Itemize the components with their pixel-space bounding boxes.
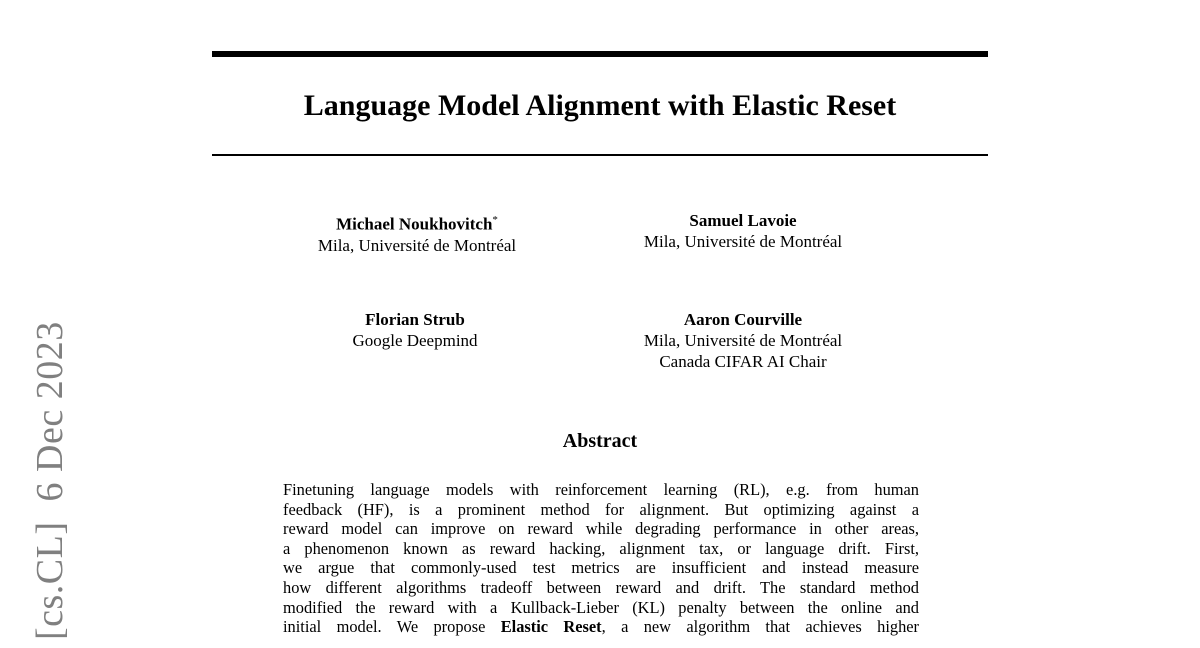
abstract-line: how different algorithms tradeoff between reward and drift. The standard method [283, 577, 919, 597]
author-affiliation: Google Deepmind [352, 331, 478, 350]
author-affiliation: Mila, Université de Montréal [643, 232, 843, 251]
title-top-rule [212, 51, 988, 57]
abstract-line: reward model can improve on reward while degrading performance in other areas, [283, 519, 919, 539]
author-name: Aaron Courville [683, 310, 803, 329]
abstract-line: modified the reward with a Kullback-Lieber (KL) penalty between the online and [283, 597, 919, 617]
author-name: Samuel Lavoie [689, 211, 797, 230]
author-affiliation: Mila, Université de Montréal [643, 331, 843, 350]
arxiv-side-stamp: [cs.CL] 6 Dec 2023 [29, 321, 71, 640]
author-name: Florian Strub [365, 310, 465, 329]
method-name-emphasis: Elastic Reset [500, 617, 602, 637]
author-footnote-mark: * [492, 214, 498, 226]
abstract-body [283, 480, 919, 637]
author-block-noukhovitch [267, 210, 567, 256]
abstract-line: we argue that commonly-used test metrics are insufficient and instead measure [283, 558, 919, 578]
paper-title: Language Model Alignment with Elastic Reset [303, 89, 897, 122]
abstract-heading: Abstract [562, 430, 638, 452]
abstract-line: Finetuning language models with reinforcement learning (RL), e.g. from human [283, 480, 919, 499]
abstract-line: feedback (HF), is a prominent method for alignment. But optimizing against a [283, 499, 919, 519]
author-block-courville [593, 309, 893, 372]
abstract-line: initial model. We propose Elastic Reset, a new algorithm that achieves higher [283, 617, 919, 637]
author-block-strub [265, 309, 565, 351]
author-affiliation: Canada CIFAR AI Chair [659, 352, 827, 371]
title-bottom-rule [212, 154, 988, 156]
abstract-line: a phenomenon known as reward hacking, alignment tax, or language drift. First, [283, 538, 919, 558]
author-affiliation: Mila, Université de Montréal [317, 235, 517, 255]
author-block-lavoie [593, 210, 893, 252]
author-name: Michael Noukhovitch* [336, 214, 498, 234]
